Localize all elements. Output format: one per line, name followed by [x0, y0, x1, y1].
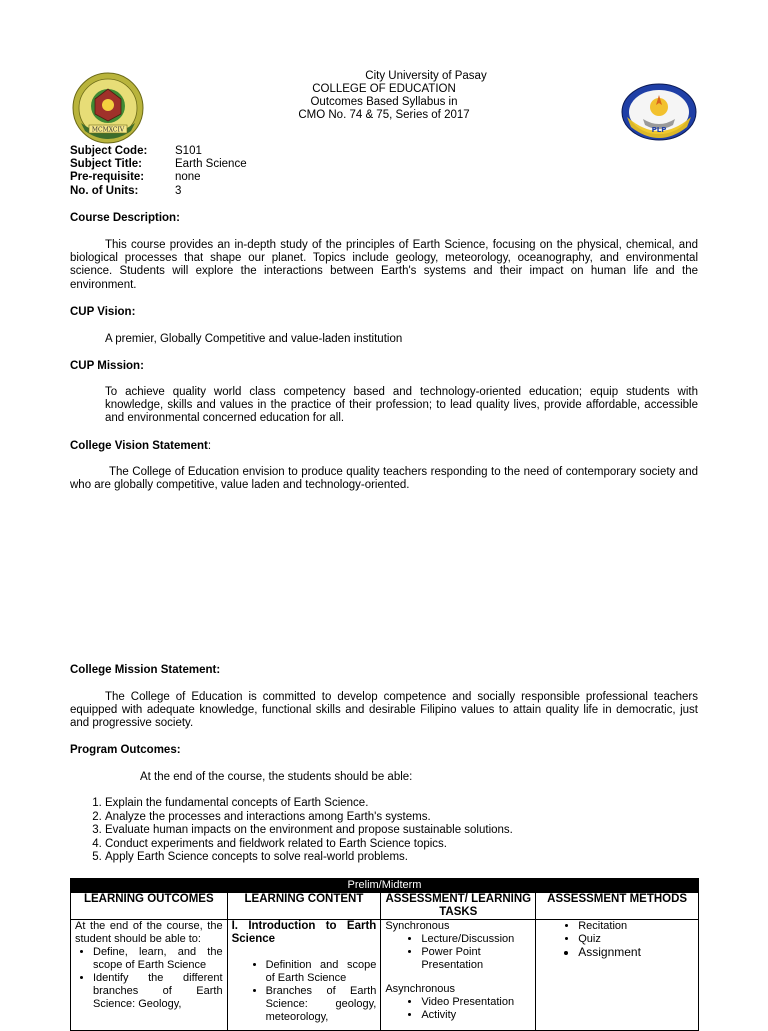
university-seal-logo [71, 71, 145, 145]
prereq-value: none [175, 171, 201, 184]
logo-ribbon-text-right: PLP [651, 126, 667, 134]
syllabus-table [70, 878, 699, 1031]
header-assessment-tasks: ASSESSMENT/ LEARNING TASKS [381, 893, 536, 920]
async-list [385, 996, 531, 1022]
program-outcome-item: 3. Evaluate human impacts on the environment and propose sustainable solutions. [105, 824, 513, 838]
units-label: No. of Units: [70, 184, 139, 197]
header-line-4: CMO No. 74 & 75, Series of 2017 [298, 109, 470, 121]
outcome-item: • Identify the different branches of Earth Science: Geology, [93, 972, 223, 1011]
cup-vision-text: A premier, Globally Competitive and value-laden institution [105, 333, 403, 345]
course-description-text: This course provides an in-depth study of the principles of Earth Science, focusing on the physical, chemical, and biological processes that shape our planet. Topics include geology, meteorology, oceanography, and environmental science. Students will explore the interactions between Earth's systems and their impact on human life and the environment. [70, 239, 698, 291]
subject-title-label: Subject Title: [70, 158, 142, 171]
prereq-label: Pre-requisite: [70, 171, 145, 184]
college-mission-heading: College Mission Statement: [70, 664, 221, 676]
college-mission-text: The College of Education is committed to develop competence and socially responsible professional teachers equipped with adequate knowledge, functional skills and desirable Filipino values to attain quality life in democratic, just and progressive society. [70, 691, 698, 730]
content-item: • Definition and scope of Earth Science [266, 959, 377, 985]
method-item: • Quiz [578, 933, 694, 946]
sync-label: Synchronous [385, 920, 450, 932]
program-outcomes-heading: Program Outcomes: [70, 744, 181, 756]
sync-item: • Power Point Presentation [421, 946, 531, 972]
subject-info [70, 145, 247, 198]
methods-cell [536, 920, 699, 1031]
program-outcome-item: 5. Apply Earth Science concepts to solve real-world problems. [105, 851, 513, 865]
program-outcome-item: 2. Analyze the processes and interactions among Earth's systems. [105, 811, 513, 825]
content-list [232, 959, 377, 1024]
subject-code-value: S101 [175, 145, 202, 157]
async-label: Asynchronous [385, 983, 456, 995]
logo-ribbon-text: MCMXCIV [91, 126, 125, 134]
term-band: Prelim/Midterm [71, 879, 699, 893]
program-outcomes-list [70, 797, 513, 865]
header-learning-content: LEARNING CONTENT [227, 893, 381, 920]
sync-item: • Lecture/Discussion [421, 933, 531, 946]
content-title: I. Introduction to Earth Science [231, 920, 377, 945]
header-line-3: Outcomes Based Syllabus in [310, 96, 458, 108]
college-vision-heading [70, 440, 698, 453]
methods-list [540, 920, 694, 959]
program-outcome-item: 1. Explain the fundamental concepts of Earth Science. [105, 797, 513, 811]
outcomes-cell [71, 920, 228, 1031]
units-value: 3 [175, 184, 182, 197]
cup-mission-text: To achieve quality world class competency based and technology-oriented education; equip students with knowledge, skills and values in the practice of their profession; to lead quality lives, provide affordable, accessible and environmental concerned education for all. [105, 386, 698, 425]
header-assessment-methods: ASSESSMENT METHODS [536, 893, 699, 920]
outcome-item: • Define, learn, and the scope of Earth Science [93, 946, 223, 972]
program-outcomes-intro: At the end of the course, the students should be able: [140, 771, 413, 783]
sync-list [385, 933, 531, 972]
method-item: • Assignment [578, 946, 694, 959]
header-line-1: City University of Pasay [365, 70, 487, 82]
async-item: • Activity [421, 1009, 531, 1022]
course-description-heading: Course Description: [70, 212, 180, 224]
college-vision-colon: : [207, 440, 212, 452]
cup-vision-heading: CUP Vision: [70, 306, 136, 318]
subject-title-value: Earth Science [175, 158, 247, 171]
outcomes-intro: At the end of the course, the student should be able to: [75, 920, 223, 945]
college-vision-text: The College of Education envision to produce quality teachers responding to the need of contemporary society and who are globally competitive, value laden and technology-oriented. [70, 466, 698, 492]
content-item: • Branches of Earth Science: geology, meteorology, [266, 985, 377, 1024]
cup-mission-heading: CUP Mission: [70, 360, 144, 372]
content-cell [227, 920, 381, 1031]
college-vision-heading-text: College Vision Statement [70, 440, 208, 452]
async-item: • Video Presentation [421, 996, 531, 1009]
outcomes-list [75, 946, 223, 1011]
subject-code-label: Subject Code: [70, 145, 148, 157]
tasks-cell [381, 920, 536, 1031]
header-learning-outcomes: LEARNING OUTCOMES [71, 893, 228, 920]
program-outcome-item: 4. Conduct experiments and fieldwork related to Earth Science topics. [105, 838, 513, 852]
college-seal-logo [621, 83, 697, 141]
header-line-2: COLLEGE OF EDUCATION [312, 83, 456, 95]
method-item: • Recitation [578, 920, 694, 933]
